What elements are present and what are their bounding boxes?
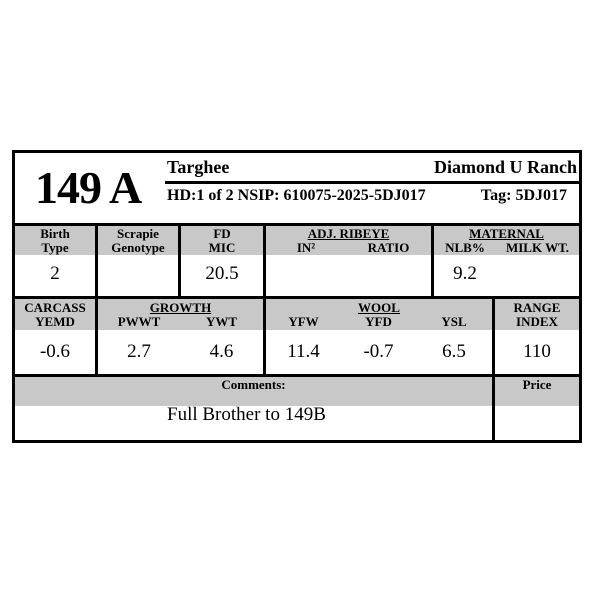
wool-label: WOOL: [358, 300, 400, 315]
tag-number: Tag: 5DJ017: [480, 187, 567, 204]
pwwt-value: 2.7: [127, 341, 151, 362]
ywt-value: 4.6: [209, 341, 234, 362]
divider: [95, 299, 98, 374]
birth-type-value: 2: [50, 263, 60, 284]
yfd-value: -0.7: [363, 341, 394, 362]
milk-wt-label: MILK WT.: [505, 240, 570, 255]
range-index-value: 110: [523, 341, 551, 362]
ysl-value: 6.5: [442, 341, 466, 362]
scrapie-genotype-label: Scrapie Genotype: [111, 226, 165, 255]
in2-label: IN²: [296, 240, 316, 255]
comments-label: Comments:: [221, 377, 286, 392]
header-rule: [165, 181, 579, 184]
maternal-label: MATERNAL: [469, 226, 544, 241]
divider: [263, 226, 266, 296]
ratio-label: RATIO: [367, 240, 410, 255]
lot-number: 149 A: [35, 162, 142, 213]
yfw-label: YFW: [288, 314, 319, 329]
registration-ids: HD:1 of 2 NSIP: 610075-2025-5DJ017: [167, 187, 426, 204]
birth-type-label: Birth Type: [40, 226, 70, 255]
ranch-name: Diamond U Ranch: [433, 157, 577, 177]
ysl-label: YSL: [441, 314, 467, 329]
yfw-value: 11.4: [287, 341, 320, 362]
divider: [492, 299, 495, 374]
divider: [263, 299, 266, 374]
divider: [178, 226, 181, 296]
ywt-label: YWT: [205, 314, 238, 329]
divider: [431, 226, 434, 296]
range-index-label: RANGE INDEX: [513, 300, 561, 329]
nlb-label: NLB%: [445, 240, 485, 255]
lot-card: [12, 150, 582, 443]
yfd-label: YFD: [365, 314, 392, 329]
fd-mic-label: FD MIC: [208, 226, 236, 255]
nlb-value: 9.2: [453, 263, 477, 284]
adj-ribeye-label: ADJ. RIBEYE: [307, 226, 390, 241]
growth-label: GROWTH: [149, 300, 212, 315]
fd-mic-value: 20.5: [205, 263, 239, 284]
yemd-value: -0.6: [39, 341, 71, 362]
carcass-yemd-label: CARCASS YEMD: [24, 300, 86, 329]
divider: [492, 377, 495, 443]
breed: Targhee: [167, 157, 230, 177]
comment-text: Full Brother to 149B: [167, 404, 326, 425]
pwwt-label: PWWT: [117, 314, 161, 329]
price-label: Price: [522, 377, 552, 392]
divider: [95, 226, 98, 296]
